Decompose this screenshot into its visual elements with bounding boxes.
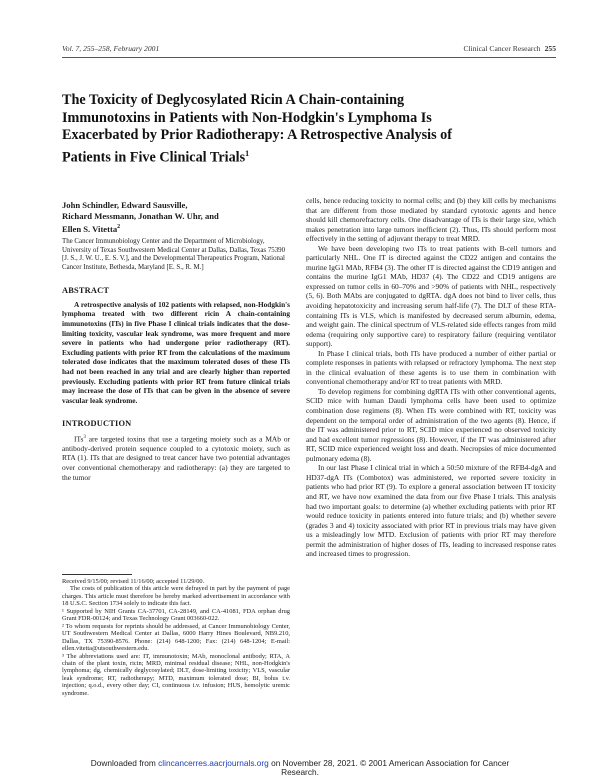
author-line-2: Richard Messmann, Jonathan W. Uhr, and (62, 210, 219, 221)
article-title (62, 92, 482, 167)
right-paragraph-3: In Phase I clinical trials, both ITs have produced a number of either partial or complete responses in patients with relapsed or refractory lymphoma. The next step in the clinical evaluation of these agents is to use them in combination with conventional chemotherapy and/or RT to treat patients with MRD. (306, 348, 556, 387)
footnote-3: ³ The abbreviations used are: IT, immunotoxin; MAb, monoclonal antibody; RTA, A chain of the plant toxin, ricin; MRD, minimal residual disease; NHL, non-Hodgkin's lymphoma; dg, chemically deglycosylated; DLT, dose-limiting toxicity; VLS, vascular leak syndrome; RT, radiotherapy; MTD, maximum tolerated dose; BI, bolus i.v. injection; q.o.d., every other day; CI, continuous i.v. infusion; HUS, hemolytic uremic syndrome. (62, 652, 290, 697)
journal-info: Vol. 7, 255–258, February 2001 (62, 44, 160, 53)
author-list (62, 200, 290, 234)
abstract-text: A retrospective analysis of 102 patients with relapsed, non-Hodgkin's lymphoma treated with two different ricin A chain-containing immunotoxins (ITs) in five Phase I clinical trials indicates that the dose-limiting toxicity, vascular leak syndrome, was more frequent and more severe in patients who had undergone prior radiotherapy (RT). Excluding patients with prior RT from the calculations of the maximum tolerated dose indicates that the maximum tolerated doses of these ITs had not been reached in any trial and are clearly higher than reported previously. Excluding patients with prior RT from future clinical trials may increase the dose of ITs that can be given in the absence of severe vascular leak syndrome. (62, 299, 290, 405)
download-notice (0, 759, 600, 777)
journal-site-link[interactable]: clincancerres.aacrjournals.org (158, 758, 269, 768)
header-rule (62, 57, 556, 58)
introduction-paragraph: ITs$^3$ are targeted toxins that use a targeting moiety such as a MAb or antibody-derived protein sequence coupled to a cytotoxic moiety, such as RTA (1). ITs that are designed to treat cancer have two potential advantages over conventional chemotherapy and radiotherapy: (a) they are targeted to the tumor (62, 434, 290, 482)
right-column (306, 196, 556, 559)
title-footnote-mark: 1 (245, 148, 250, 158)
footnote-rule (62, 574, 132, 575)
running-header (62, 44, 556, 56)
journal-name: Clinical Cancer Research (463, 44, 541, 53)
footnotes (62, 574, 290, 697)
footnote-1: ¹ Supported by NIH Grants CA-37701, CA-28149, and CA-41081, FDA orphan drug Grant FDR-00124; and Texas Technology Grant 003660-022. (62, 607, 290, 623)
author-line-1: John Schindler, Edward Sausville, (62, 200, 188, 210)
journal-name-page (463, 44, 556, 53)
page-number: 255 (544, 44, 556, 53)
footnote-2: ² To whom requests for reprints should be addressed, at Cancer Immunobiology Center, UT Southwestern Medical Center at Dallas, 6000 Harry Hines Boulevard, NB9.210, Dallas, TX 75390-8576. Phone: (214) 648-1200; Fax: (214) 648-1204; E-mail: ellen.vitetta@utsouthwestern.edu. (62, 622, 290, 653)
publication-costs-note: The costs of publication of this article were defrayed in part by the payment of page charges. This article must therefore be hereby marked advertisement in accordance with 18 U.S.C. Section 1734 solely to indicate this fact. (62, 585, 290, 608)
author-line-3: Ellen S. Vitetta$^2$ (62, 223, 121, 234)
abbrev-footnote-mark: 3 (83, 434, 86, 440)
right-paragraph-2: We have been developing two ITs to treat patients with B-cell tumors and particularly NHL. One IT is directed against the CD22 antigen and contains the murine IgG1 MAb, RFB4 (3). The other IT is directed against the CD19 antigen and contains the murine IgG1 MAb, HD37 (4). The CD22 and CD19 antigens are expressed on tumor cells in 60–70% and >90% of patients with NHL, respectively (5, 6). Both MAbs are conjugated to dgRTA. dgA does not bind to liver cells, thus avoiding hepatotoxicity and increasing serum half-life (7). The DLT of these RTA-containing ITs is VLS, which is manifested by decreased serum albumin, edema, and weight gain. The clinical spectrum of VLS-related side effects ranges from mild edema (requiring only supportive care) to respiratory failure (requiring ventilator support). (306, 243, 556, 349)
introduction-heading: INTRODUCTION (62, 419, 132, 429)
received-dates: Received 9/15/00; revised 11/16/00; accepted 11/29/00. (62, 578, 205, 585)
right-paragraph-5: In our last Phase I clinical trial in which a 50:50 mixture of the RFB4-dgA and HD37-dgA ITs (Combotox) was administered, we reported severe toxicity in patients who had prior RT (9). To explore a general association between IT toxicity and RT, we have now examined the data from our five Phase I trials. This analysis had two important goals: to determine (a) whether excluding patients with prior RT would reduce toxicity in patients entered into future trials; and (b) whether severe (grades 3 and 4) toxicity associated with prior RT in previous trials may have given us a misleadingly low MTD. Exclusion of patients with prior RT may therefore permit the administration of higher doses of ITs, leading to increased response rates and increased times to progression. (306, 463, 556, 559)
left-column (62, 200, 290, 482)
right-paragraph-4: To develop regimens for combining dgRTA ITs with other conventional agents, SCID mice with human Daudi lymphoma cells have been used to optimize combination dose regimens (8). When ITs were combined with RT, toxicity was dependent on the temporal order of administration of the two agents (8). Hence, if the IT was administered prior to RT, SCID mice experienced no observed toxicity and had excellent tumor regressions (8). However, if the IT was administered after RT, SCID mice experienced weight loss and death. Necropsies of mice documented pulmonary edema (8). (306, 386, 556, 463)
download-line-2: Research. (281, 767, 319, 777)
affiliation: The Cancer Immunobiology Center and the Department of Microbiology, University of Texas Southwestern Medical Center at Dallas, Dallas, Texas 75390 [J. S., J. W. U., E. S. V.], and the Developmental Therapeutics Program, National Cancer Institute, Bethesda, Maryland [E. S., R. M.] (62, 238, 286, 271)
abstract-heading: ABSTRACT (62, 286, 110, 296)
right-paragraph-1: cells, hence reducing toxicity to normal cells; and (b) they kill cells by mechanisms that are different from those mediated by standard cytotoxic agents and hence should kill chemorefractory cells. One disadvantage of ITs is their large size, which makes penetration into large tumors inefficient (2). Thus, ITs should perform most effectively in the setting of adjuvant therapy to treat MRD. (306, 196, 556, 244)
article-title-text: The Toxicity of Deglycosylated Ricin A Chain-containing Immunotoxins in Patients with Non-Hodgkin's Lymphoma Is Exacerbated by Prior Radiotherapy: A Retrospective Analysis of Patients in Five Clinical Trials (62, 92, 452, 166)
download-line-1: Downloaded from clincancerres.aacrjournals.org on November 28, 2021. © 2001 American Association for Cancer (90, 758, 510, 768)
author-footnote-mark: 2 (117, 223, 121, 230)
